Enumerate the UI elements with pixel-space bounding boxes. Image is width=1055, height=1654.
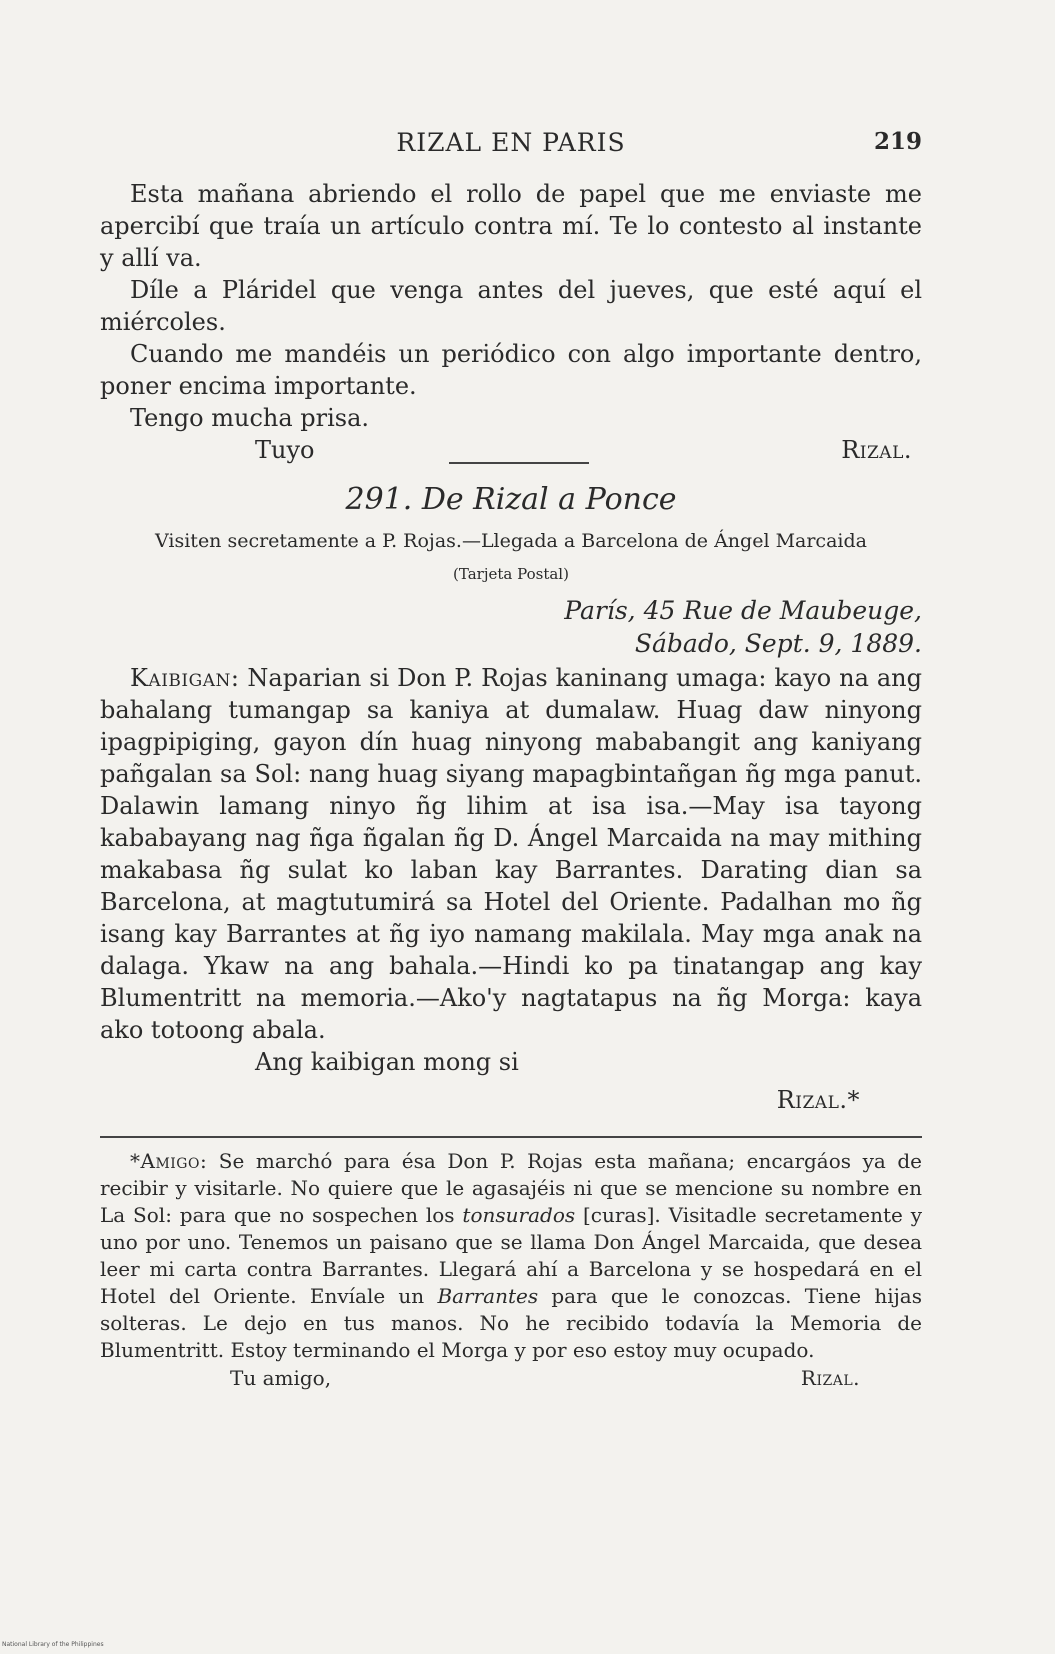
footnote-closing: Tu amigo, <box>230 1366 332 1390</box>
scan-credit: National Library of the Philippines <box>2 1641 104 1648</box>
footnote-body: [curas]. Visitadle secretamente y uno por uno. Tenemos un paisano que se llama Don Ángel Marcaida, que desea leer mi carta contra Barrantes. Llegará ahí a Barcelona y se hospedará en el Hotel del Oriente. Envíale un <box>100 1203 922 1308</box>
running-header <box>100 128 922 168</box>
signature-line <box>100 1084 922 1116</box>
letter-title: De Rizal a Ponce <box>421 482 677 517</box>
footnote-signature: Rizal. <box>800 1366 860 1390</box>
closing-line <box>100 1046 922 1078</box>
previous-letter-ending <box>100 178 922 466</box>
running-title: RIZAL EN PARIS <box>396 128 626 157</box>
footnote-italic: Barrantes <box>437 1284 539 1308</box>
body-text: Naparian si Don P. Rojas kaninang umaga: kayo na ang bahalang tumangap sa kaniya at dumalaw. Huag daw ninyong ipagpipiging, gayon dín huag ninyong mababangit ang kaniyang pañgalan sa Sol: nang huag siyang mapagbintañgan ñg mga panut. Dalawin lamang ninyo ñg lihim at isa isa.—May isa tayong kababayang nag ñga ñgalan ñg D. Ángel Marcaida na may mithing makabasa ñg sulat ko laban kay Barrantes. Darating dian sa Barcelona, at magtutumirá sa Hotel del Oriente. Padalhan mo ñg isang kay Barrantes at ñg iyo namang makilala. May mga anak na dalaga. Ykaw na ang bahala.—Hindi ko pa tinatangap ang kay Blumentritt na memoria.—Ako'y nagtatapus na ñg Morga: kaya ako totoong abala. <box>100 664 922 1044</box>
letter-number: 291. <box>345 482 413 517</box>
letter-summary: Visiten secretamente a P. Rojas.—Llegada a Barcelona de Ángel Marcaida <box>155 530 867 552</box>
footnote-body: Se marchó para ésa Don P. Rojas esta mañana; encargáos ya de recibir y visitarle. No quiere que le agasajéis ni que se mencione su nombre en La Sol: para que no sospechen los <box>100 1149 923 1227</box>
dateline <box>564 594 922 660</box>
footnote-signature-line <box>100 1364 922 1392</box>
footnote-divider <box>100 1136 922 1138</box>
letter-heading <box>100 482 922 517</box>
letter-paragraph <box>100 662 922 1046</box>
signature: Rizal.* <box>776 1086 860 1114</box>
footnote <box>100 1148 922 1392</box>
paragraph: Esta mañana abriendo el rollo de papel que me enviaste me apercibí que traía un artículo contra mí. Te lo contesto al instante y allí va. <box>100 180 922 272</box>
paragraph: Díle a Pláridel que venga antes del jueves, que esté aquí el miércoles. <box>100 276 922 336</box>
footnote-text <box>100 1148 922 1364</box>
section-divider <box>449 462 589 464</box>
page-number: 219 <box>873 128 922 155</box>
signature: Rizal. <box>841 436 912 464</box>
footnote-body: para que le conozcas. Tiene hijas solteras. Le dejo en tus manos. No he recibido todavía la Memoria de Blumentritt. Estoy terminando el Morga y por eso estoy muy ocupado. <box>100 1284 922 1362</box>
letter-note: (Tarjeta Postal) <box>453 565 569 583</box>
letter-body <box>100 662 922 1116</box>
closing: Ang kaibigan mong si <box>255 1048 519 1076</box>
closing: Tuyo <box>255 436 315 464</box>
dateline-place: París, 45 Rue de Maubeuge, <box>564 596 922 625</box>
footnote-italic: tonsurados <box>462 1203 576 1227</box>
paragraph: Cuando me mandéis un periódico con algo importante dentro, poner encima importante. <box>100 340 922 400</box>
dateline-date: Sábado, Sept. 9, 1889. <box>634 629 922 658</box>
paragraph: Tengo mucha prisa. <box>130 404 370 432</box>
footnote-lead: *Amigo: <box>130 1149 208 1173</box>
salutation: Kaibigan: <box>130 664 240 692</box>
